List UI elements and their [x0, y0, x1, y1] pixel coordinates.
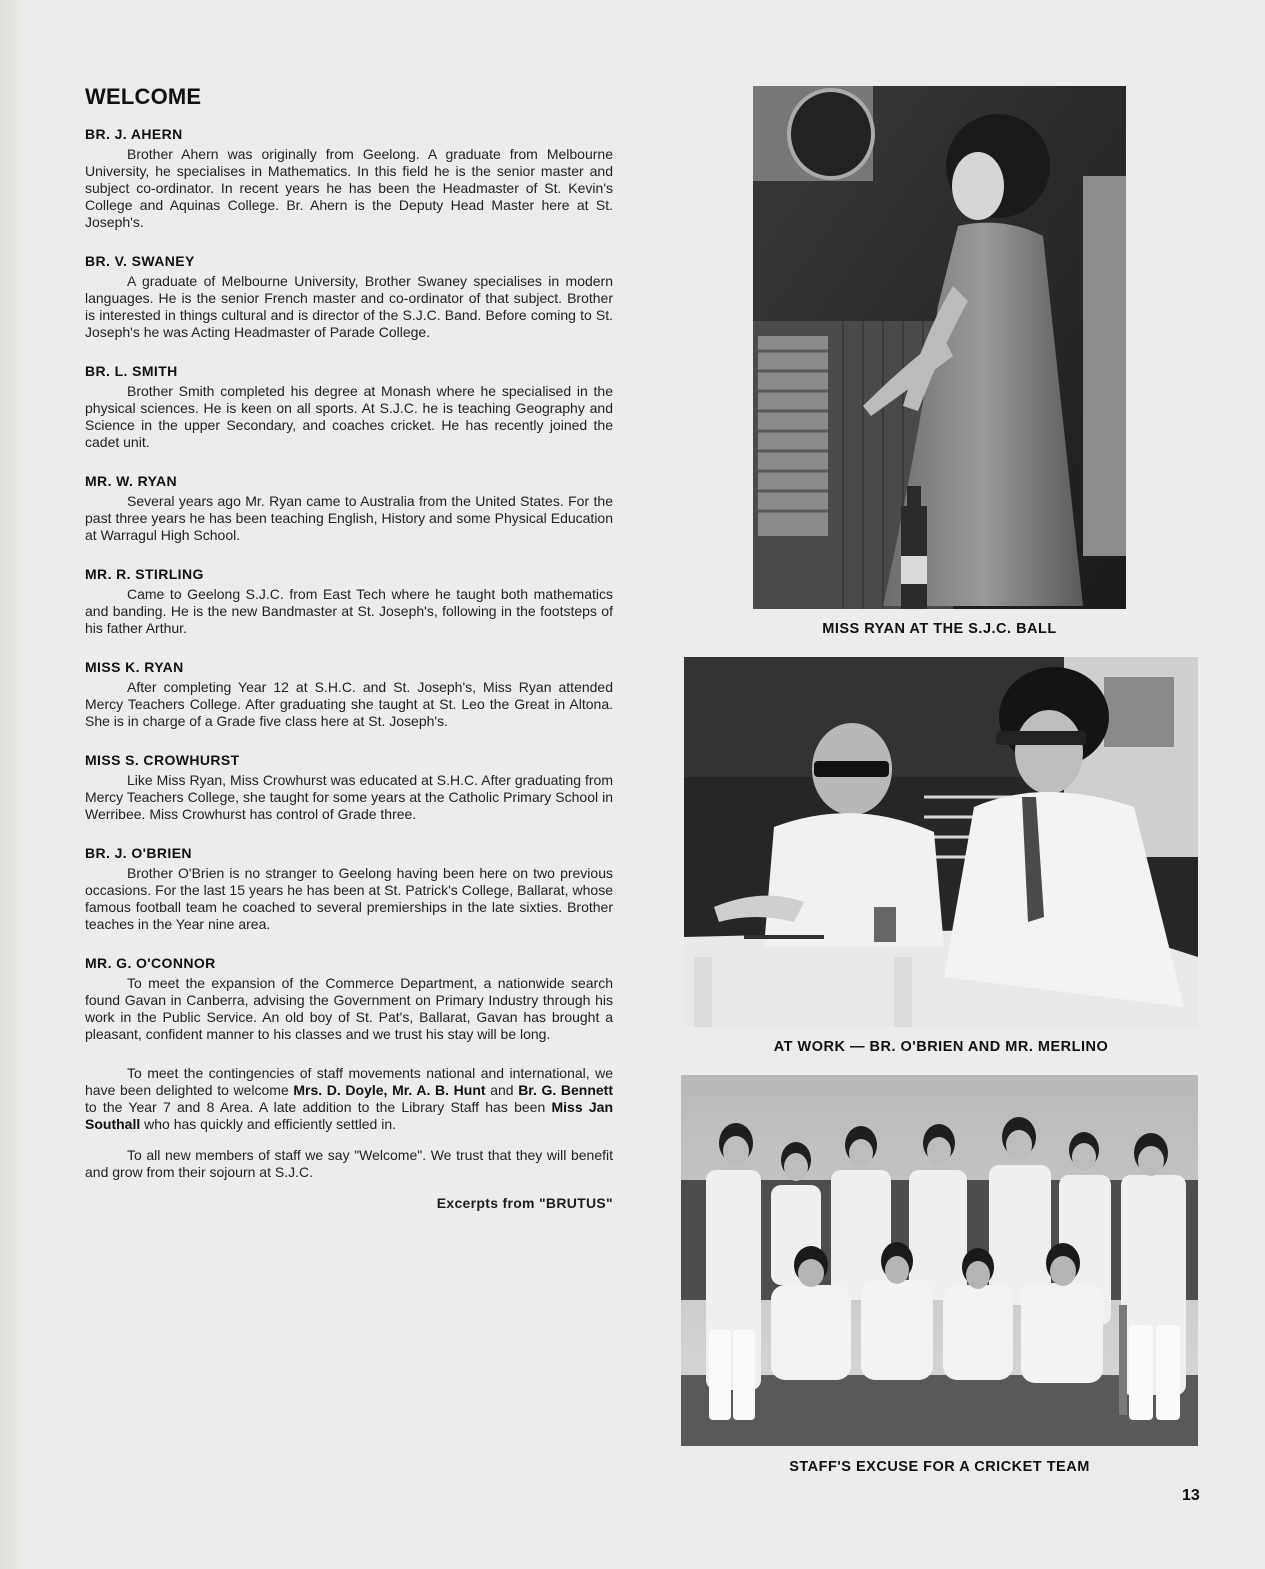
staff-name: MISS S. CROWHURST [85, 752, 240, 768]
at-work-photo-graphic [684, 657, 1198, 1027]
staff-bio: Brother Ahern was originally from Geelong. A graduate from Melbourne University, he specialises in Mathematics. In this field he is the senior master and subject co-ordinator. In recent years he has been the Headmaster of St. Kevin's College and Aquinas College. Br. Ahern is the Deputy Head Master here at St. Joseph's. [85, 146, 613, 230]
staff-name: BR. J. AHERN [85, 126, 183, 142]
staff-bio: Brother O'Brien is no stranger to Geelong having been here on two previous occasions. For the last 15 years he has been at St. Patrick's College, Ballarat, whose famous football team he coached to several premierships in the late sixties. Brother teaches in the Year nine area. [85, 865, 613, 932]
staff-bio: A graduate of Melbourne University, Brother Swaney specialises in modern languages. He is the senior French master and co-ordinator of that subject. Brother is interested in things cultural and is director of the S.J.C. Band. Before coming to St. Joseph's he was Acting Headmaster of Parade College. [85, 273, 613, 340]
staff-entry-swaney [85, 253, 613, 341]
staff-name: MR. W. RYAN [85, 473, 178, 489]
photo-miss-ryan-ball [753, 86, 1126, 609]
name-southall: Miss Jan Southall [85, 1099, 614, 1132]
staff-name: MISS K. RYAN [85, 659, 184, 675]
staff-bio: Several years ago Mr. Ryan came to Australia from the United States. For the past three years he has been teaching English, History and some Physical Education at Warragul High School. [85, 493, 613, 543]
staff-entry-smith [85, 363, 613, 451]
cricket-photo-graphic [681, 1075, 1198, 1446]
staff-name: BR. L. SMITH [85, 363, 178, 379]
staff-entry-crowhurst [85, 752, 613, 823]
staff-entry-ahern [85, 126, 613, 231]
closing-paragraph-welcome: To all new members of staff we say "Welcome". We trust that they will benefit and grow from their sojourn at S.J.C. [85, 1147, 613, 1180]
ball-photo-graphic [753, 86, 1126, 609]
staff-entry-oconnor [85, 955, 613, 1043]
staff-bio: Came to Geelong S.J.C. from East Tech where he taught both mathematics and banding. He is the new Bandmaster at St. Joseph's, following in the footsteps of his father Arthur. [85, 586, 613, 636]
article-column [85, 84, 613, 1211]
staff-name: MR. R. STIRLING [85, 566, 204, 582]
name-doyle: Mrs. D. Doyle, [293, 1082, 388, 1098]
page-edge-shadow [0, 0, 24, 1569]
staff-entry-obrien [85, 845, 613, 933]
staff-bio: Brother Smith completed his degree at Monash where he specialised in the physical sciences. He is keen on all sports. At S.J.C. he is teaching Geography and Science in the upper Secondary, and coaches cricket. He has recently joined the cadet unit. [85, 383, 613, 450]
staff-bio: After completing Year 12 at S.H.C. and St. Joseph's, Miss Ryan attended Mercy Teachers College. After graduating she taught at St. Leo the Great in Altona. She is in charge of a Grade five class here at St. Joseph's. [85, 679, 613, 729]
photo-cricket-team [681, 1075, 1198, 1446]
name-bennett: Br. G. Bennett [518, 1082, 614, 1098]
cricket-photo-caption: STAFF'S EXCUSE FOR A CRICKET TEAM [789, 1459, 1090, 1475]
page-number: 13 [1182, 1487, 1200, 1504]
photo-at-work [684, 657, 1198, 1027]
closing-paragraph-new-staff: To meet the contingencies of staff movements national and international, we have been delighted to welcome Mrs. D. Doyle, Mr. A. B. Hunt and Br. G. Bennett to the Year 7 and 8 Area. A late addition to the Library Staff has been Miss Jan Southall who has quickly and efficiently settled in. [85, 1065, 614, 1132]
source-attribution: Excerpts from "BRUTUS" [436, 1195, 613, 1211]
staff-entry-w-ryan [85, 473, 613, 544]
closing-section [85, 1065, 613, 1211]
at-work-photo-caption: AT WORK — BR. O'BRIEN AND MR. MERLINO [773, 1039, 1109, 1055]
page-title: WELCOME [85, 84, 202, 109]
name-hunt: Mr. A. B. Hunt [392, 1082, 486, 1098]
staff-entry-k-ryan [85, 659, 613, 730]
staff-bio: To meet the expansion of the Commerce Department, a nationwide search found Gavan in Canberra, advising the Government on Primary Industry through his work in the Public Service. An old boy of St. Pat's, Ballarat, Gavan has brought a pleasant, confident manner to his classes and we trust his stay will be long. [85, 975, 613, 1042]
staff-entry-stirling [85, 566, 613, 637]
ball-photo-caption: MISS RYAN AT THE S.J.C. BALL [822, 621, 1057, 637]
staff-name: MR. G. O'CONNOR [85, 955, 216, 971]
staff-bio: Like Miss Ryan, Miss Crowhurst was educated at S.H.C. After graduating from Mercy Teachers College, she taught for some years at the Catholic Primary School in Werribee. Miss Crowhurst has control of Grade three. [85, 772, 613, 822]
staff-name: BR. V. SWANEY [85, 253, 195, 269]
staff-name: BR. J. O'BRIEN [85, 845, 192, 861]
